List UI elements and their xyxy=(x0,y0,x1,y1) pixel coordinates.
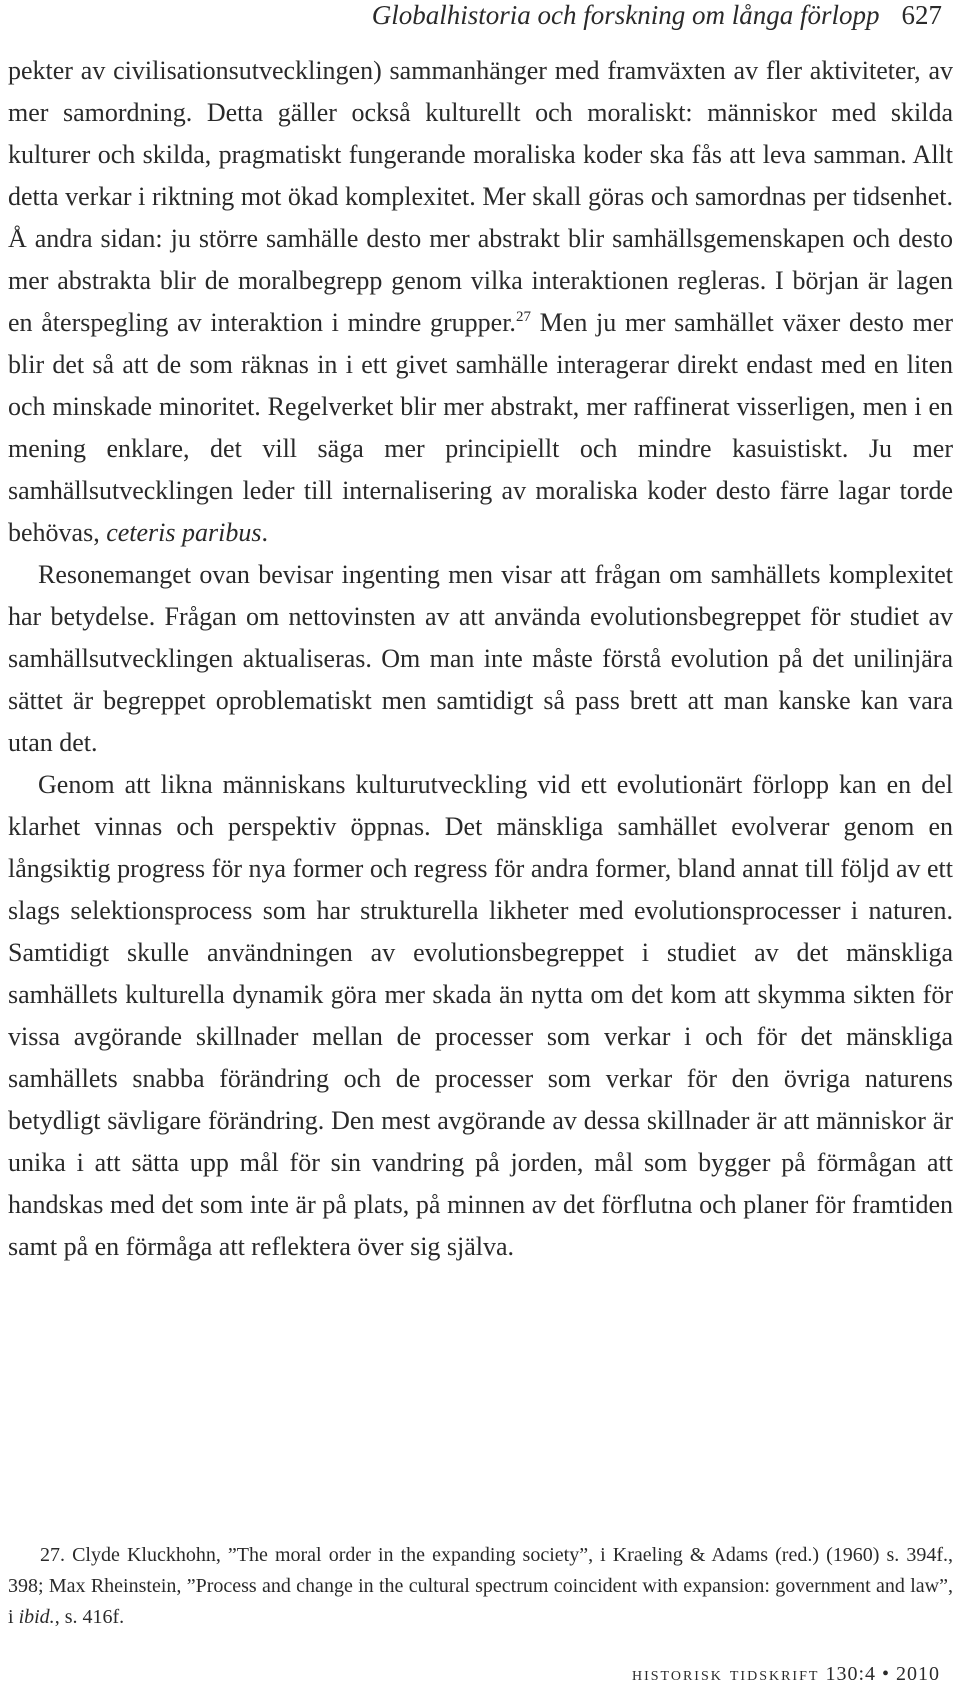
journal-name: historisk tidskrift xyxy=(632,1663,820,1685)
running-title: Globalhistoria och forskning om långa förlopp xyxy=(371,0,880,30)
paragraph-2: Resonemanget ovan bevisar ingenting men visar att frågan om samhällets komplexitet har betydelse. Frågan om nettovinsten av att använda evolutionsbegreppet för studiet av samhällsutvecklingen aktualiseras. Om man inte måste förstå evolution på det unilinjära sättet är begreppet oproblematiskt men samtidigt så pass brett att man kanske kan vara utan det. xyxy=(8,560,953,757)
footnote-number: 27. xyxy=(40,1544,65,1566)
paragraph-1-text-b: Men ju mer samhället växer desto mer blir det så att de som räknas in i ett givet samhälle interagerar direkt endast med en liten och minskade minoritet. Regelverket blir mer abstrakt, mer raffinerat visserligen, men i en mening enklare, det vill säga mer principiellt och mindre kasuistiskt. Ju mer samhällsutvecklingen leder till internalisering av moraliska koder desto färre lagar torde behövas, xyxy=(8,308,953,547)
paragraph-3: Genom att likna människans kulturutveckling vid ett evolutionärt förlopp kan en del klarhet vinnas och perspektiv öppnas. Det mänskliga samhället evolverar genom en långsiktig progress för nya former och regress för andra former, bland annat till följd av ett slags selektionsprocess som har strukturella likheter med evolutionsprocesser i naturen. Samtidigt skulle användningen av evolutionsbegreppet i studiet av det mänskliga samhällets kulturella dynamik göra mer skada än nytta om det kom att skymma sikten för vissa avgörande skillnader mellan de processer som verkar i och för det mänskliga samhällets snabba förändring och de processer som verkar för den övriga naturens betydligt sävligare förändring. Den mest avgörande av dessa skillnader är att människor är unika i att sätta upp mål för sin vandring på jorden, mål som bygger på förmågan att handskas med det som inte är på plats, på minnen av det förflutna och planer för framtiden samt på en förmåga att reflektera över sig själva. xyxy=(8,770,953,1261)
page-number: 627 xyxy=(901,0,942,30)
footnote-text-b: , s. 416f. xyxy=(54,1606,125,1628)
paragraph-1-italic: ceteris paribus xyxy=(106,518,262,547)
footnote-27 xyxy=(8,1540,953,1633)
body-text xyxy=(8,50,953,1268)
paragraph-1-text-a: pekter av civilisationsutvecklingen) sammanhänger med framväxten av fler aktiviteter, av mer samordning. Detta gäller också kulturellt och moraliskt: människor med skilda kulturer och skilda, pragmatiskt fungerande moraliska koder ska fås att leva samman. Allt detta verkar i riktning mot ökad komplexitet. Mer skall göras och samordnas per tidsenhet. Å andra sidan: ju större samhälle desto mer abstrakt blir samhällsgemenskapen och desto mer abstrakta blir de moralbegrepp genom vilka interaktionen regleras. I början är lagen en återspegling av interaktion i mindre grupper. xyxy=(8,56,953,337)
footnote-text-a: Clyde Kluckhohn, ”The moral order in the expanding society”, i Kraeling & Adams (red.) (1960) s. 394f., 398; Max Rheinstein, ”Process and change in the cultural spectrum coincident with expansion: government and law”, i xyxy=(8,1544,954,1628)
footnotes xyxy=(8,1540,953,1633)
page-footer xyxy=(0,1663,940,1686)
footnote-italic: ibid. xyxy=(18,1606,55,1628)
running-head xyxy=(0,0,942,40)
footnote-ref-27[interactable]: 27 xyxy=(515,309,531,325)
paragraph-1-text-c: . xyxy=(261,518,268,547)
paragraph-1 xyxy=(8,50,953,554)
journal-issue: 130:4 • 2010 xyxy=(825,1663,940,1685)
